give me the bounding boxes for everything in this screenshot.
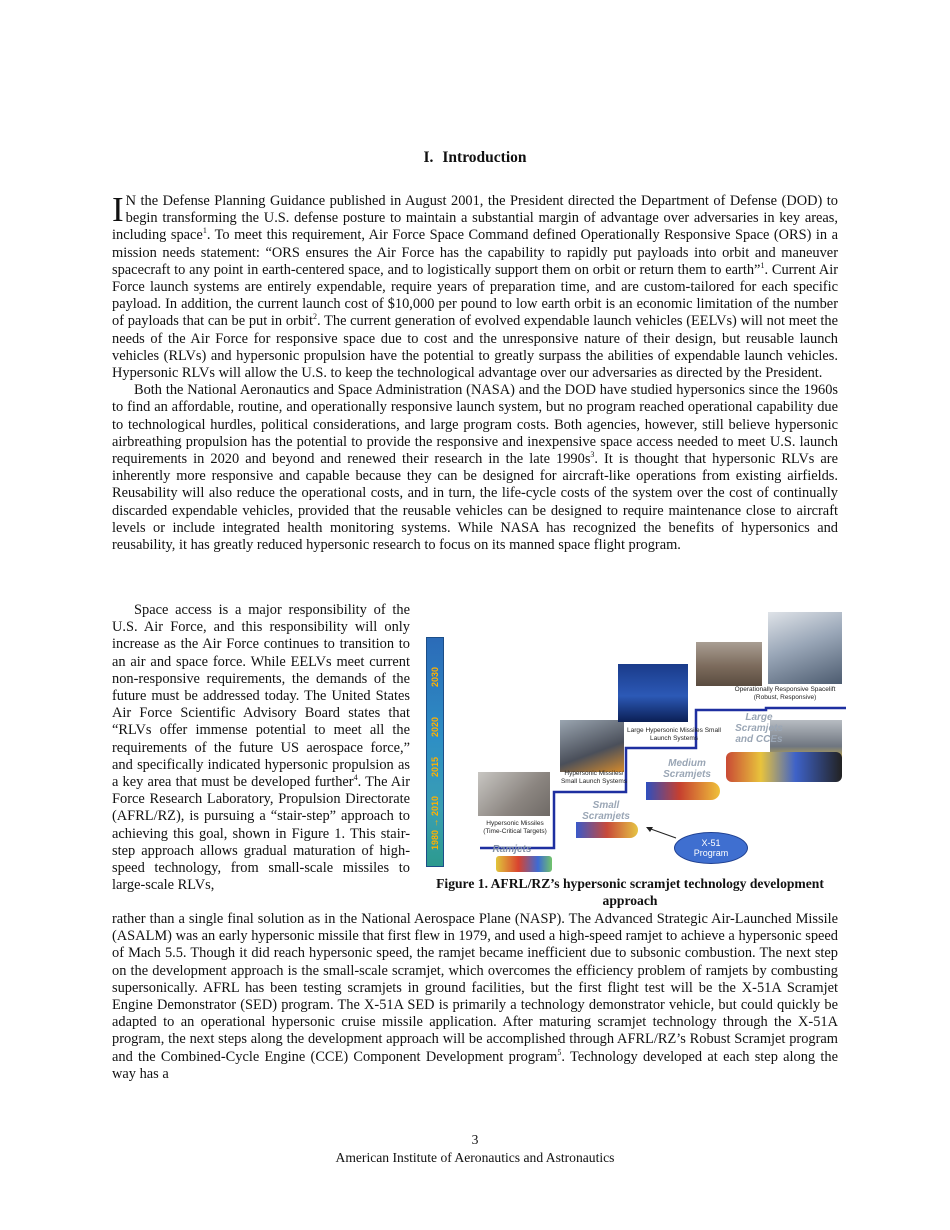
paragraph-2 <box>112 382 838 554</box>
spacecraft-image <box>768 612 842 684</box>
paragraph-1-text-d: . The current generation of evolved expendable launch vehicles (EELVs) will not meet the needs of the Air Force for responsive space due to cost and the unresponsive nature of their design, but reusable launch vehicles (RLVs) and hypersonic propulsion have the potential to greatly surpass the abilities of expendable launch vehicles. Hypersonic RLVs will allow the U.S. to keep the technological advantage over our adversaries as directed by the President. <box>112 313 839 382</box>
x51-program-badge: X-51 Program <box>674 832 748 864</box>
paragraph-1-text-c: . Current Air Force launch systems are entirely expendable, require years of preparation time, and are custom-tailored for each specific payload. In addition, the current launch cost of $10,000 per pound to low earth orbit is an economic limitation of the number of payloads that can be put in orbit <box>112 261 839 330</box>
footnote-ref: 5 <box>557 1047 562 1057</box>
step-medium-scramjets: Medium Scramjets <box>663 758 711 780</box>
footnote-ref: 4 <box>353 773 358 783</box>
ramjet-engine-image <box>496 856 552 872</box>
page-number: 3 <box>471 1132 479 1147</box>
paragraph-3-text-a: Space access is a major responsibility of the U.S. Air Force, and this responsibility will only increase as the Air Force continues to transition to an air and space force. While EELVs meet current non-responsive requirements, the demands of the future must be addressed today. The United States Air Force Scientific Advisory Board states that “RLVs offer immense potential to meet all the requirements of the future US aerospace force,” and specifically indicated hypersonic propulsion as a key area that must be developed further <box>112 602 410 791</box>
paragraph-1-text-a: N the Defense Planning Guidance published in August 2001, the President directed the Department of Defense (DOD) to begin transforming the U.S. defense posture to maintain a substantial margin of advantage over adversaries in key areas, including space <box>112 193 838 244</box>
drop-cap: I <box>112 190 124 229</box>
cce-engine-image <box>726 752 842 782</box>
paragraph-3-text-b: . The Air Force Research Laboratory, Propulsion Directorate (AFRL/RZ), is pursuing a “stair-step” approach to achieving this goal, shown in Figure 1. This stair-step approach allows gradual maturation of high-speed technology, from small-scale missiles to large-scale RLVs, <box>112 774 410 894</box>
medium-scramjet-image <box>646 782 720 800</box>
figure-1 <box>426 612 846 912</box>
hypersonic-vehicle-image <box>618 664 688 722</box>
paragraph-3-cont <box>112 911 838 1083</box>
timeline-label: 2015 <box>430 756 440 778</box>
paragraph-2-text-a: Both the National Aeronautics and Space Administration (NASA) and the DOD have studied hypersonics since the 1960s to find an affordable, routine, and operationally responsive launch system, but no program reached operational capability due to technological hurdles, political considerations, and large program costs. Both agencies, however, still believe hypersonic airbreathing propulsion has the potential to provide the responsive and inexpensive space access needed to meet U.S. launch requirements in 2020 and beyond and renewed their research in the late 1990s <box>112 382 838 468</box>
hypersonic-missile-image <box>478 772 550 816</box>
step-ramjets: Ramjets <box>492 844 532 855</box>
intro-paragraphs <box>112 190 839 554</box>
x51-arrow <box>648 828 676 838</box>
paragraph-3 <box>112 602 410 894</box>
footnote-ref: 1 <box>202 226 207 236</box>
timeline-label: 2020 <box>430 716 440 738</box>
small-scramjet-image <box>576 822 638 838</box>
step-large-scramjets: Large Scramjets and CCEs <box>735 712 783 745</box>
paragraph-2-text-b: . It is thought that hypersonic RLVs are inherently more responsive and capable because they can be designed for aircraft-like operations from existing airfields. Reusability will also reduce the operational costs, and in turn, the life-cycle costs of the system over the cost of continually discarded expendable vehicles, provided that the reusable vehicles can be designed to require maintenance close to aircraft levels or include integrated health monitoring systems. While NASA has recognized the benefits of hypersonics and reusability, it has greatly reduced hypersonic research to focus on its manned space flight program. <box>112 451 838 554</box>
caption-missiles: Hypersonic Missiles (Time-Critical Targets) <box>483 820 547 835</box>
page-footer: American Institute of Aeronautics and Astronautics <box>335 1150 615 1165</box>
footnote-ref: 3 <box>590 450 595 460</box>
missile-launch-image <box>560 720 624 772</box>
paragraph-3-text-c: rather than a single final solution as in the National Aerospace Plane (NASP). The Advanced Strategic Air-Launched Missile (ASALM) was an early hypersonic missile that first flew in 1979, and used a high-speed ramjet to achieve a hypersonic speed of Mach 5.5. Though it did reach hypersonic speed, the ramjet became inefficient due to subsonic combustion. The next step on the development approach is the small-scale scramjet, which overcomes the efficiency problem of ramjets by combusting supersonically. AFRL has been testing scramjets in ground facilities, but the first flight test will be the X-51A Scramjet Engine Demonstrator (SED) program. The X-51A SED is primarily a technology demonstrator vehicle, but could quickly be adapted to an operational hypersonic cruise missile application. After maturing scramjet technology through the X-51A program, the next steps along the development approach will be accomplished through AFRL/RZ’s Robust Scramjet program and the Combined-Cycle Engine (CCE) Component Development program <box>112 911 838 1065</box>
section-number: I. <box>423 149 434 166</box>
spaceplane-desert-image <box>696 642 762 686</box>
section-heading <box>0 149 950 167</box>
caption-large-missiles: Large Hypersonic Missiles Small Launch Systems <box>627 727 721 742</box>
timeline-label: 1980 → 2010 <box>430 795 440 851</box>
footnote-ref: 2 <box>313 312 318 322</box>
footnote-ref: 1 <box>760 261 765 271</box>
paragraph-3-continued <box>112 911 838 1083</box>
figure-caption: Figure 1. AFRL/RZ’s hypersonic scramjet technology development approach <box>436 876 824 908</box>
paragraph-1-text-b: . To meet this requirement, Air Force Space Command defined Operationally Responsive Space (ORS) in a mission needs statement: “ORS ensures the Air Force has the capability to rapidly put payloads into orbit and maneuver spacecraft to any point in earth-centered space, and to logistically support them on orbit or return them to earth” <box>112 227 838 278</box>
paragraph-1 <box>112 190 839 382</box>
step-small-scramjets: Small Scramjets <box>582 800 630 822</box>
section-title: Introduction <box>442 149 527 166</box>
paragraph-3-column <box>112 602 410 894</box>
timeline-label: 2030 <box>430 666 440 688</box>
caption-ors: Operationally Responsive Spacelift (Robust, Responsive) <box>734 686 836 701</box>
paragraph-3-text-d: . Technology developed at each step along the way has a <box>112 1048 838 1082</box>
caption-missiles-sls: Hypersonic Missiles/ Small Launch Systems <box>560 770 628 785</box>
